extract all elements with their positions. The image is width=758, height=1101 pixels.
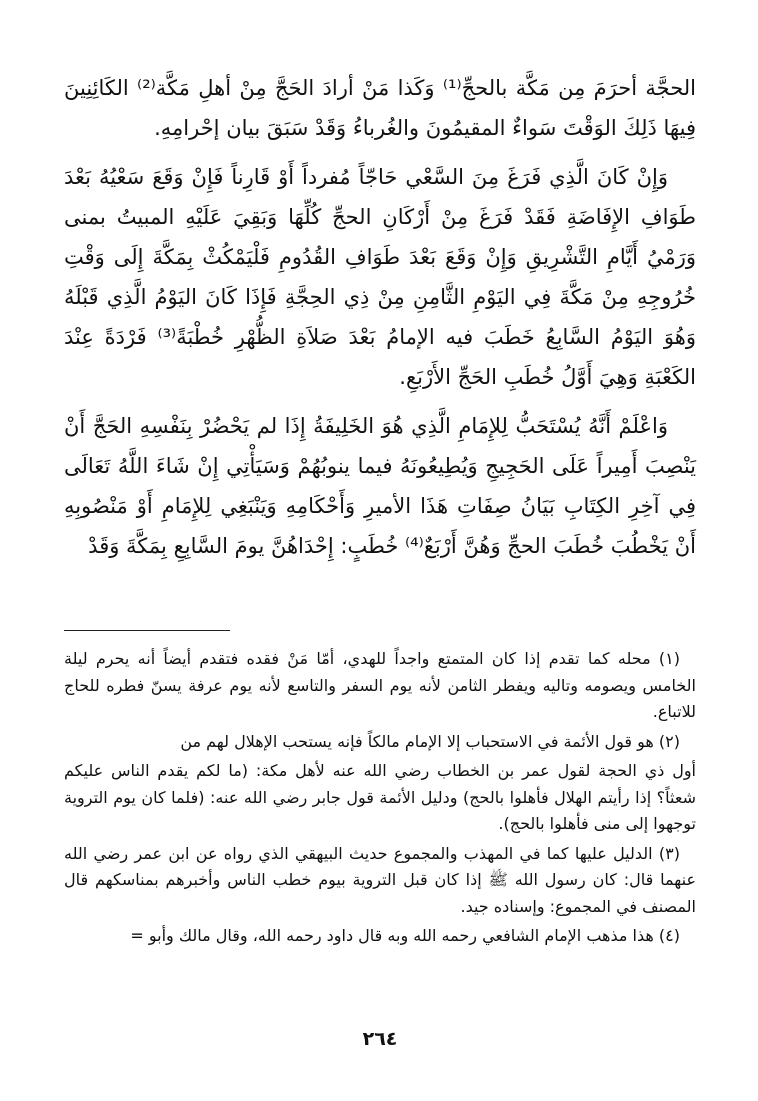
- page-number: ٢٦٤: [362, 1028, 398, 1050]
- footnote-2-continued: أول ذي الحجة لقول عمر بن الخطاب رضي الله عنه لأهل مكة: (ما لكم يقدم الناس عليكم شعثاً؟ إذا رأيتم الهلال فأهلوا بالحج) ودليل الأئمة قول جابر رضي الله عنه: (فلما كان يوم التروية توجهوا إلى منى فأهلوا بالحج).: [64, 761, 696, 833]
- footnote-2: (٢) هو قول الأئمة في الاستحباب إلا الإمام مالكاً فإنه يستحب الإهلال لهم من: [180, 731, 680, 751]
- footnote-1: (١) محله كما تقدم إذا كان المتمتع واجداً للهدي، أمّا مَنْ فقده فتقدم أيضاً أنه يحرم ليلة الخامس ويصومه وتاليه ويفطر الثامن لأنه يوم السفر والتاسع لأنه يوم عرفة يسنّ فطره للحاج للاتباع.: [64, 649, 696, 721]
- footnote-3: (٣) الدليل عليها كما في المهذب والمجموع حديث البيهقي الذي رواه عن ابن عمر رضي الله عنهما قال: كان رسول الله ﷺ إذا كان قبل التروية بيوم خطب الناس وأخبرهم بمناسكهم قال المصنف في المجموع: وإسناده جيد.: [64, 843, 696, 916]
- footnote-separator: [64, 630, 230, 631]
- book-page: [64, 68, 696, 1068]
- main-text: [64, 68, 696, 566]
- paragraph: وَاعْلَمْ أَنَّهُ يُسْتَحَبُّ لِلإِمَامِ الَّذِي هُوَ الخَلِيفَةُ إِذَا لم يَحْضُرْ بِنَفْسِهِ الحَجَّ أَنْ يَنْصِبَ أَمِيراً عَلَى الحَجِيجِ وَيُطِيعُونَهُ فيما ينوبُهُمْ وَسَيَأْتِي إِنْ شَاءَ اللَّهُ تَعَالَى فِي آخِرِ الكِتَابِ بَيَانُ صِفَاتِ هَذَا الأميرِ وَأَحْكَامِهِ وَيَنْبَغِي لِلإِمَامِ أَوْ مَنْصُوبِهِ أَنْ يَخْطُبَ خُطَبَ الحجِّ وَهُنَّ أَرْبَعٌ⁽⁴⁾ خُطَبٍ: إِحْدَاهُنَّ يومَ السَّابِعِ بِمَكَّةَ وَقَدْ: [64, 414, 696, 558]
- footnote-4: (٤) هذا مذهب الإمام الشافعي رحمه الله وبه قال داود رحمه الله، وقال مالك وأبو =: [130, 926, 680, 945]
- footnotes: [64, 646, 696, 953]
- paragraph: وَإِنْ كَانَ الَّذِي فَرَغَ مِنَ السَّعْي حَاجّاً مُفرداً أَوْ قَارِناً فَإِنْ وَقَعَ سَعْيُهُ بَعْدَ طَوَافِ الإِفَاضَةِ فَقَدْ فَرَغَ مِنْ أَرْكَانِ الحجِّ كُلِّهَا وَبَقِيَ عَلَيْهِ المبيتُ بمنى وَرَمْيُ أَيَّامِ التَّشْرِيقِ وَإِنْ وَقَعَ بَعْدَ طَوَافِ القُدُومِ فَلْيَمْكُثْ بِمَكَّةَ إِلَى وَقْتِ خُرُوجِهِ مِنْ مَكَّةَ فِي اليَوْمِ الثَّامِنِ مِنْ ذِي الحِجَّةِ فَإِذَا كَانَ اليَوْمُ الَّذِي قَبْلَهُ وَهُوَ اليَوْمُ السَّابِعُ خَطَبَ فيه الإمامُ بَعْدَ صَلاَةِ الظُّهْرِ خُطْبَةً⁽³⁾ فَرْدَةً عِنْدَ الكَعْبَةِ وَهِيَ أَوَّلُ خُطَبِ الحَجِّ الأَرْبَعِ.: [64, 165, 696, 389]
- paragraph: الحجَّة أحرَمَ مِن مَكَّة بالحجِّ⁽¹⁾ وَكَذا مَنْ أرادَ الحَجَّ مِنْ أهلِ مَكَّة⁽²⁾ الكَائِنِينَ فِيهَا ذَلِكَ الوَقْتَ سَواءٌ المقيمُونَ والغُرباءُ وَقَدْ سَبَقَ بيان إحْرامِهِ.: [64, 76, 696, 140]
